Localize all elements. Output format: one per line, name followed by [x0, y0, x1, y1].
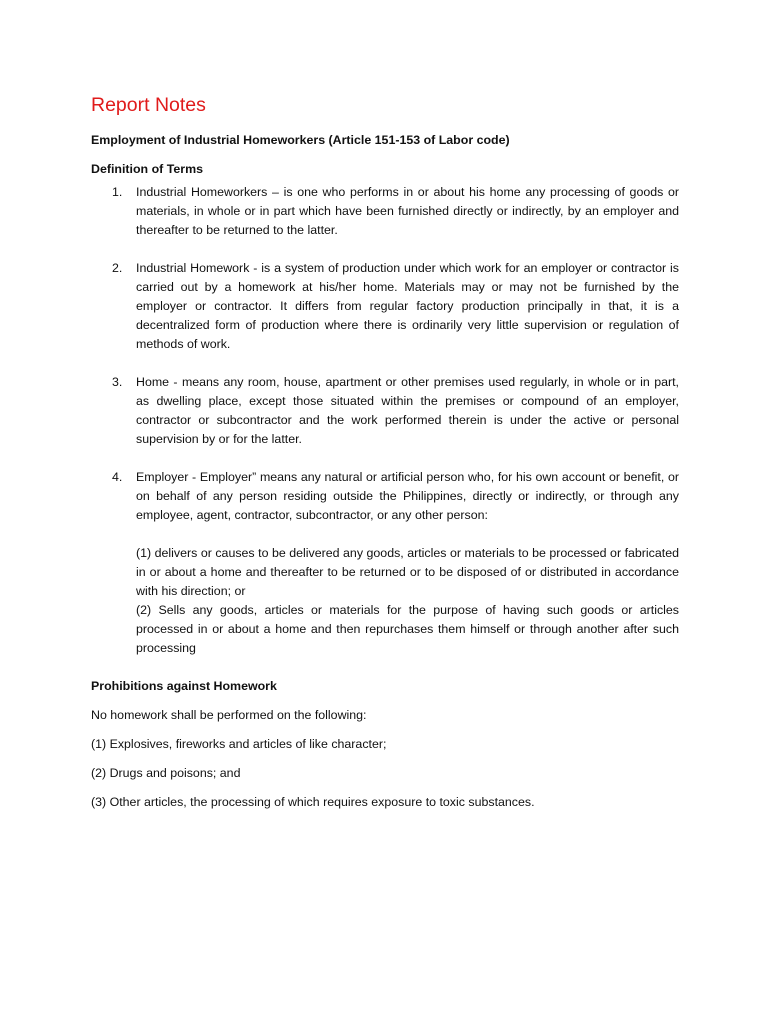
- definition-text: Industrial Homeworkers – is one who performs in or about his home any processing of goods or materials, in whole or in part which have been furnished directly or indirectly, by an employer and thereafter to be returned to the latter.: [136, 185, 679, 237]
- sub-item: (2) Sells any goods, articles or materials for the purpose of having such goods or articles processed in or about a home and then repurchases them himself or through another after such processing: [136, 603, 679, 655]
- definition-number: 4.: [112, 470, 123, 484]
- definition-number: 1.: [112, 185, 123, 199]
- prohibitions-heading: Prohibitions against Homework: [91, 679, 277, 693]
- definition-item: [91, 259, 679, 354]
- definition-text: Industrial Homework - is a system of production under which work for an employer or contractor is carried out by a homework at his/her home. Materials may or may not be furnished by the employer or contractor. It differs from regular factory production principally in that, it is a decentralized form of production where there is ordinarily very little supervision or regulation of methods of work.: [136, 261, 679, 351]
- prohibition-item: (2) Drugs and poisons; and: [91, 766, 241, 780]
- definitions-heading: Definition of Terms: [91, 162, 203, 176]
- document-subtitle: Employment of Industrial Homeworkers (Article 151-153 of Labor code): [91, 133, 510, 147]
- definition-number: 2.: [112, 261, 123, 275]
- definition-item: [91, 468, 679, 658]
- definition-item: [91, 373, 679, 449]
- prohibition-item: (1) Explosives, fireworks and articles of like character;: [91, 737, 387, 751]
- definition-number: 3.: [112, 375, 123, 389]
- sub-item: (1) delivers or causes to be delivered any goods, articles or materials to be processed or fabricated in or about a home and thereafter to be returned or to be disposed of or distributed in accordance with his direction; or: [136, 546, 679, 598]
- prohibition-item: (3) Other articles, the processing of which requires exposure to toxic substances.: [91, 795, 535, 809]
- definitions-list: [91, 183, 679, 677]
- employer-sub-items: [136, 544, 679, 658]
- definition-item: [91, 183, 679, 240]
- definition-text: Employer - Employer” means any natural or artificial person who, for his own account or benefit, or on behalf of any person residing outside the Philippines, directly or indirectly, or through any employee, agent, contractor, subcontractor, or any other person:: [136, 470, 679, 522]
- definition-text: Home - means any room, house, apartment or other premises used regularly, in whole or in part, as dwelling place, except those situated within the premises or compound of an employer, contractor or subcontractor and the work performed therein is under the active or personal supervision by or for the latter.: [136, 375, 679, 446]
- prohibitions-intro: No homework shall be performed on the following:: [91, 708, 367, 722]
- report-title: Report Notes: [91, 94, 206, 116]
